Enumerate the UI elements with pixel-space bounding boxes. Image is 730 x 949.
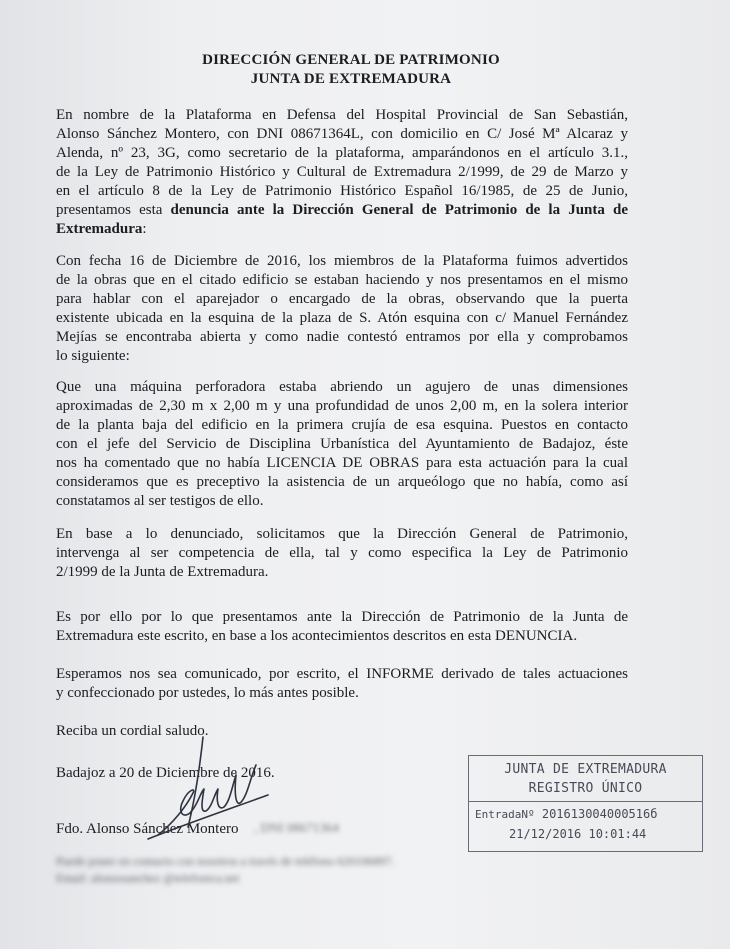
text-line: Mejías se encontraba abierta y como nadie contestó entramos por ella y comprobamos — [56, 329, 628, 345]
header-line-2: JUNTA DE EXTREMADURA — [250, 71, 452, 87]
text-line — [56, 220, 628, 239]
stamp-divider — [469, 801, 702, 802]
text-line: de la planta baja del edificio en la primera crujía de esa esquina. Puestos en contacto — [56, 417, 628, 433]
salutation: Reciba un cordial saludo. — [56, 723, 209, 739]
bold-text: denuncia ante la Dirección General de Patrimonio de la Junta de — [170, 202, 628, 218]
text-line: aproximadas de 2,30 m x 2,00 m y una profundidad de unos 2,00 m, en la solera interior — [56, 398, 628, 414]
date-line: Badajoz a 20 de Diciembre de 2016. — [56, 765, 275, 781]
text-line: consideramos que es preceptivo la asistencia de un arqueólogo que no había, como así — [56, 474, 628, 490]
text-line: Esperamos nos sea comunicado, por escrito, el INFORME derivado de tales actuaciones — [56, 666, 628, 682]
signed-by: Fdo. Alonso Sánchez Montero — [56, 821, 239, 837]
text-line: Alenda, nº 23, 3G, como secretario de la plataforma, amparándonos en el artículo 3.1., — [56, 145, 628, 161]
text-line: Con fecha 16 de Diciembre de 2016, los miembros de la Plataforma fuimos advertidos — [56, 253, 628, 269]
contact-phone-redacted: Puede poner en contacto con nosotros a través de teléfono 620106897. — [56, 854, 395, 868]
text-line: nos ha comentado que no había LICENCIA DE OBRAS para esta actuación para la cual — [56, 455, 628, 471]
text-line: intervenga al ser competencia de ella, tal y como especifica la Ley de Patrimonio — [56, 545, 628, 561]
text-line — [56, 201, 628, 220]
text-line: lo siguiente: — [56, 348, 130, 364]
registry-stamp — [468, 755, 703, 852]
stamp-line-2: REGISTRO ÚNICO — [528, 781, 643, 796]
stamp-line-1: JUNTA DE EXTREMADURA — [504, 762, 667, 777]
paragraph-submission — [56, 608, 628, 646]
text-line: En base a lo denunciado, solicitamos que la Dirección General de Patrimonio, — [56, 526, 628, 542]
stamp-entry — [475, 807, 657, 821]
text-line: de la Ley de Patrimonio Histórico y Cultural de Extremadura 2/1999, de 29 de Marzo y — [56, 164, 628, 180]
stamp-entry-number: 201613004000516б — [541, 807, 658, 821]
text-line: con el jefe del Servicio de Disciplina Urbanística del Ayuntamiento de Badajoz, éste — [56, 436, 628, 452]
paragraph-request — [56, 525, 628, 582]
handwritten-signature — [138, 735, 278, 845]
text-line: En nombre de la Plataforma en Defensa del Hospital Provincial de San Sebastián, — [56, 107, 628, 123]
text-fragment: : — [142, 221, 147, 237]
stamp-datetime: 21/12/2016 10:01:44 — [509, 827, 647, 841]
text-line: para hablar con el aparejador o encargado de la obras, observando que la puerta — [56, 291, 628, 307]
paragraph-facts — [56, 252, 628, 366]
bold-text: Extremadura — [56, 221, 143, 237]
text-line: constatamos al ser testigos de ello. — [56, 493, 264, 509]
text-line: existente ubicada en la esquina de la plaza de S. Atón esquina con c/ Manuel Fernández — [56, 310, 628, 326]
text-line: en el artículo 8 de la Ley de Patrimonio Histórico Español 16/1985, de 25 de Junio, — [56, 183, 628, 199]
stamp-entry-label: EntradaNº — [475, 808, 535, 821]
paragraph-report-request — [56, 665, 628, 703]
contact-email-redacted: Email: alonsosanchez @telefonica.net — [56, 871, 240, 885]
text-line: Extremadura este escrito, en base a los acontecimientos descritos en esta DENUNCIA. — [56, 628, 578, 644]
text-line: Alonso Sánchez Montero, con DNI 08671364L, con domicilio en C/ José Mª Alcaraz y — [56, 126, 628, 142]
text-line: Que una máquina perforadora estaba abriendo un agujero de unas dimensiones — [56, 379, 628, 395]
text-line: Es por ello por lo que presentamos ante la Dirección de Patrimonio de la Junta de — [56, 609, 628, 625]
text-line: de la obras que en el citado edificio se estaban haciendo y nos presentamos en el mismo — [56, 272, 628, 288]
text-line: y confeccionado por ustedes, lo más antes posible. — [56, 685, 359, 701]
header-line-1: DIRECCIÓN GENERAL DE PATRIMONIO — [202, 52, 500, 68]
paragraph-intro — [56, 106, 628, 239]
text-fragment: presentamos esta — [56, 202, 171, 218]
text-line: 2/1999 de la Junta de Extremadura. — [56, 564, 269, 580]
redacted-dni: , DNI 08671364 — [254, 820, 339, 835]
paragraph-findings — [56, 378, 628, 511]
